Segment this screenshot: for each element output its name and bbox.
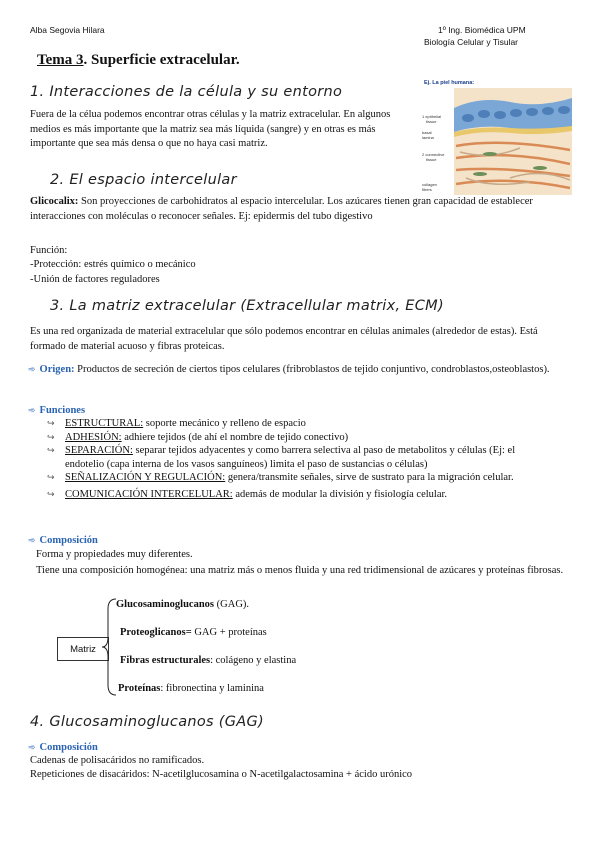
component-text: (GAG). xyxy=(214,599,250,610)
list-item xyxy=(45,417,555,431)
page-title xyxy=(37,52,240,69)
funcion-item: -Protección: estrés químico o mecánico xyxy=(30,259,196,270)
glicocalix-label: Glicocalix: xyxy=(30,196,79,207)
funcion-key: SEPARACIÓN: xyxy=(65,445,133,456)
figure-caption: Ej. La piel humana: xyxy=(424,80,475,86)
component-name: Glucosaminoglucanos xyxy=(116,599,215,610)
gag-composicion-label: Composición xyxy=(39,742,98,753)
label-epithelial: 1 epithelial xyxy=(422,114,442,119)
section-2-heading: 2. El espacio intercelular xyxy=(50,172,237,188)
component-text: : fibronectina y laminina xyxy=(160,683,264,694)
skin-illustration xyxy=(420,88,572,195)
hook-arrow-icon: ↪ xyxy=(47,418,55,428)
component-name: Proteínas xyxy=(118,683,161,694)
component-fibras xyxy=(120,654,296,669)
label-collagen: collagen xyxy=(422,182,437,187)
funcion-key: SEÑALIZACIÓN Y REGULACIÓN: xyxy=(65,472,226,483)
origen-paragraph xyxy=(28,362,577,378)
gag-line: Cadenas de polisacáridos no ramificados. xyxy=(30,755,205,766)
origen-text: Productos de secreción de ciertos tipos celulares (fribroblastos de tejido conjuntivo, condroblastos,osteoblastos). xyxy=(74,364,550,375)
funcion-text: separar tejidos adyacentes y como barrera selectiva al paso de metabolitos y células (Ej: el endotelio (capa interna de los vasos sanguíneos) limita el paso de sustancias o células) xyxy=(65,445,516,470)
subject-name: Biología Celular y Tisular xyxy=(424,37,519,47)
hook-arrow-icon: ↪ xyxy=(47,472,55,482)
component-gag xyxy=(116,598,249,613)
skin-figure xyxy=(420,80,572,195)
label-connective: 2 connective xyxy=(422,152,445,157)
section-1-heading: 1. Interacciones de la célula y su entorno xyxy=(30,84,343,100)
glicocalix-text: Son proyecciones de carbohidratos al espacio intercelular. Los azúcares tienen gran capacidad de establecer interacciones con moléculas o reconocer señales. Ej: epidermis del tubo digestivo xyxy=(30,196,533,222)
funcion-label: Función: xyxy=(30,245,68,256)
gag-line: Repeticiones de disacáridos: N-acetilglucosamina o N-acetilgalactosamina + ácido urónico xyxy=(30,769,413,780)
arrow-icon: ➾ xyxy=(28,405,36,415)
funciones-label: Funciones xyxy=(39,405,86,416)
ecm-intro: Es una red organizada de material extracelular que sólo podemos encontrar en células animales (alrededor de estas). Está formado de material acuoso y fibras proteicas. xyxy=(30,326,538,352)
funcion-key: COMUNICACIÓN INTERCELULAR: xyxy=(65,488,233,500)
origen-label: Origen: xyxy=(39,364,75,375)
funcion-text: además de modular la división y fisiología celular. xyxy=(232,488,448,500)
funcion-item: -Unión de factores reguladores xyxy=(30,274,160,285)
glicocalix-paragraph xyxy=(30,195,565,224)
section-3-heading: 3. La matriz extracelular (Extracellular matrix, ECM) xyxy=(50,298,444,314)
title-rest: . Superficie extracelular. xyxy=(83,52,240,68)
funcion-key: ADHESIÓN: xyxy=(65,431,122,443)
matriz-box: Matriz xyxy=(57,637,109,661)
component-proteinas xyxy=(118,682,264,697)
composicion-line: Tiene una composición homogénea: una matriz más o menos fluida y una red tridimensional de azúcares y proteínas fibrosas. xyxy=(36,565,564,576)
arrow-icon: ➾ xyxy=(28,742,36,752)
component-text: GAG + proteínas xyxy=(191,627,267,638)
label-basal-lamina: basal xyxy=(422,130,432,135)
title-prefix: Tema 3 xyxy=(37,52,84,68)
component-proteoglicanos xyxy=(120,626,267,641)
hook-arrow-icon: ↪ xyxy=(47,445,55,455)
composicion-heading xyxy=(28,533,98,549)
funcion-key: ESTRUCTURAL: xyxy=(65,418,144,429)
funciones-list xyxy=(45,417,555,501)
hook-arrow-icon: ↪ xyxy=(47,431,55,442)
list-item xyxy=(45,488,555,502)
svg-text:tissue: tissue xyxy=(426,157,437,162)
funcion-text: adhiere tejidos (de ahí el nombre de tejido conectivo) xyxy=(121,431,349,443)
svg-text:fibers: fibers xyxy=(422,187,432,192)
list-item xyxy=(45,471,555,485)
composicion-label: Composición xyxy=(39,535,98,546)
funcion-text: soporte mecánico y relleno de espacio xyxy=(143,418,306,429)
funcion-text: genera/transmite señales, sirve de sustrato para la migración celular. xyxy=(225,472,514,483)
arrow-icon: ➾ xyxy=(28,535,36,545)
component-name: Proteoglicanos= xyxy=(120,627,192,638)
svg-text:tissue: tissue xyxy=(426,119,437,124)
component-name: Fibras estructurales xyxy=(120,655,211,666)
list-item xyxy=(45,444,555,471)
section-1-text: Fuera de la célua podemos encontrar otras células y la matriz extracelular. En algunos medios es más importante que la matriz sea más líquida (sangre) y en otras es más importante que sea más densa o que no haya casi matriz. xyxy=(30,109,391,149)
section-4-heading: 4. Glucosaminoglucanos (GAG) xyxy=(30,714,265,730)
composicion-line: Forma y propiedades muy diferentes. xyxy=(36,549,193,560)
component-text: : colágeno y elastina xyxy=(210,655,297,666)
svg-text:lamina: lamina xyxy=(422,135,434,140)
list-item xyxy=(45,431,555,445)
course-name: 1º Ing. Biomédica UPM xyxy=(438,25,526,35)
hook-arrow-icon: ↪ xyxy=(47,488,55,499)
author-name: Alba Segovia Hilara xyxy=(30,25,105,35)
arrow-icon: ➾ xyxy=(28,364,36,374)
